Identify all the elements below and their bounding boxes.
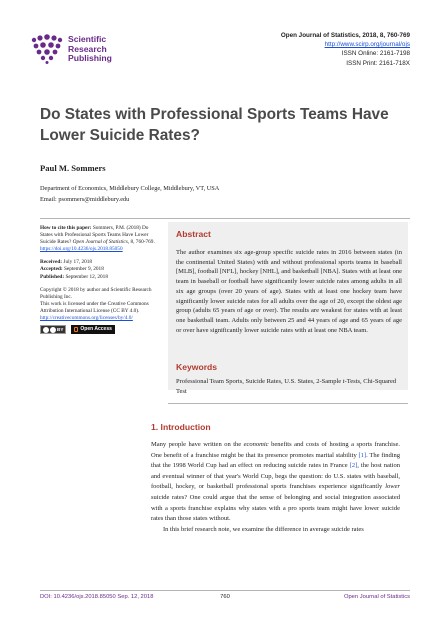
footer-divider <box>40 590 410 591</box>
copyright-block <box>40 287 160 334</box>
paper-title <box>40 104 400 146</box>
cc-by-badge[interactable] <box>40 325 66 334</box>
journal-citation: Open Journal of Statistics, 2018, 8, 760-769 <box>280 32 410 39</box>
keywords-heading: Keywords <box>176 362 218 372</box>
abstract-heading: Abstract <box>176 229 211 239</box>
intro-p1-a: Many people have written on the <box>151 441 244 448</box>
cite-volume: , 8, 760-769. <box>127 239 155 246</box>
author-affiliation <box>40 184 219 205</box>
title-divider <box>40 218 410 219</box>
keywords-divider <box>168 403 408 404</box>
author-email: Email: psommers@middlebury.edu <box>40 195 130 203</box>
accepted-row <box>40 266 160 273</box>
footer-doi: DOI: 10.4236/ojs.2018.85050 Sep. 12, 2018 <box>40 594 154 600</box>
journal-url-link[interactable]: http://www.scirp.org/journal/ojs <box>324 41 410 49</box>
journal-info <box>281 31 410 68</box>
received-date: July 17, 2018 <box>63 259 93 266</box>
person-icon <box>50 327 56 333</box>
cite-label: How to cite this paper: <box>40 225 92 231</box>
publisher-line-1: Scientific <box>68 34 107 44</box>
copyright-text: Copyright © 2018 by author and Scientific Research Publishing Inc. <box>40 286 152 300</box>
publisher-line-3: Publishing <box>68 53 112 64</box>
open-access-badge <box>71 325 115 334</box>
scirp-logo-icon <box>30 34 64 64</box>
introduction-heading: 1. Introduction <box>151 422 211 432</box>
open-access-label: Open Access <box>80 326 112 333</box>
article-info-column <box>40 225 160 340</box>
footer-journal: Open Journal of Statistics <box>343 594 410 600</box>
accepted-label: Accepted: <box>40 266 63 273</box>
issn-print: ISSN Print: 2161-718X <box>346 59 410 67</box>
intro-p1-b: benefits and costs of hosting a sports franchise. One benefit of a franchise might be that its presence promotes marital stability <box>151 441 400 459</box>
intro-p1-e: suicide rates? One could argue that the sense of belonging and social integration associated with a sports franchise explains why states with a pro sports team might have lower suicide rates than those states without. <box>151 493 400 523</box>
cc-icon <box>43 327 49 333</box>
keywords-part-2: -Tests, Chi-Squared Test <box>176 378 397 395</box>
published-date: September 12, 2018 <box>65 273 108 280</box>
cite-journal: Open Journal of Statistics <box>72 239 128 246</box>
citation-link-1[interactable]: [1] <box>358 451 367 459</box>
intro-p1-italic-2: lower <box>385 483 400 491</box>
title-line-1: Do States with Professional Sports Teams Have <box>40 106 389 123</box>
cite-doi-link[interactable]: https://doi.org/10.4236/ojs.2018.85050 <box>40 246 123 253</box>
author-name: Paul M. Sommers <box>40 163 106 173</box>
published-row <box>40 274 160 281</box>
abstract-text: The author examines six age-group specific suicide rates in 2016 between states (in the continental United States) with and without professional sports teams in baseball [MLB], football [NFL], hockey [NHL], and basketball [NBA]. States with at least one team in baseball or football have significantly lower suicide rates among adults in all six age groups (over 20 years of age). States with at least one hockey team have significantly lower suicide rates for all adults over the age of 20, except the oldest age group (adults 65 years of age or over). The results are weakest for states with at least one basketball team. Adults only between 25 and 44 years of age and 65 years of age or over have significantly lower suicide rates with at least one NBA team. <box>176 249 402 334</box>
keywords-part-1: Professional Team Sports, Suicide Rates, U.S. States, 2-Sample <box>176 378 343 385</box>
publisher-line-2: Research <box>68 43 107 54</box>
license-url-link[interactable]: http://creativecommons.org/licenses/by/4.0/ <box>40 315 133 322</box>
intro-p1-c: . The finding that the 1998 World Cup had an effect on reducing suicide rates in France <box>151 451 401 470</box>
title-line-2: Lower Suicide Rates? <box>40 127 200 144</box>
intro-paragraph-2: In this brief research note, we examine the difference in average suicide rates <box>163 525 364 533</box>
received-row <box>40 259 160 266</box>
open-lock-icon <box>74 327 78 332</box>
how-to-cite <box>40 225 160 253</box>
article-dates <box>40 259 160 280</box>
received-label: Received: <box>40 259 63 266</box>
citation-link-2[interactable]: [2] <box>349 462 358 470</box>
publisher-name <box>68 35 112 64</box>
cc-badge-label: BY <box>57 327 64 333</box>
affiliation-text: Department of Economics, Middlebury College, Middlebury, VT, USA <box>40 185 220 192</box>
intro-paragraph-1 <box>151 440 400 525</box>
keywords-italic: t <box>342 378 345 385</box>
intro-p1-d: , the host nation and eventual winner of that year's World Cup, begs the question: do U.S. states with baseball, football, hockey, or basketball professional sports franchises experience significantly <box>151 462 400 491</box>
cite-text: Sommers, P.M. (2018) Do States with Professional Sports Teams Have Lower Suicide Rates? <box>40 225 149 246</box>
license-badges <box>40 325 160 334</box>
keywords-text <box>176 377 402 396</box>
accepted-date: September 9, 2018 <box>63 266 104 273</box>
published-label: Published: <box>40 273 65 280</box>
intro-p1-italic: economic <box>243 441 269 448</box>
publisher-logo <box>30 32 160 66</box>
issn-online: ISSN Online: 2161-7198 <box>341 50 410 58</box>
introduction-body <box>151 440 400 535</box>
page-number: 760 <box>220 594 230 600</box>
license-text: This work is licensed under the Creative Commons Attribution International License (CC BY 4.0). <box>40 300 149 314</box>
